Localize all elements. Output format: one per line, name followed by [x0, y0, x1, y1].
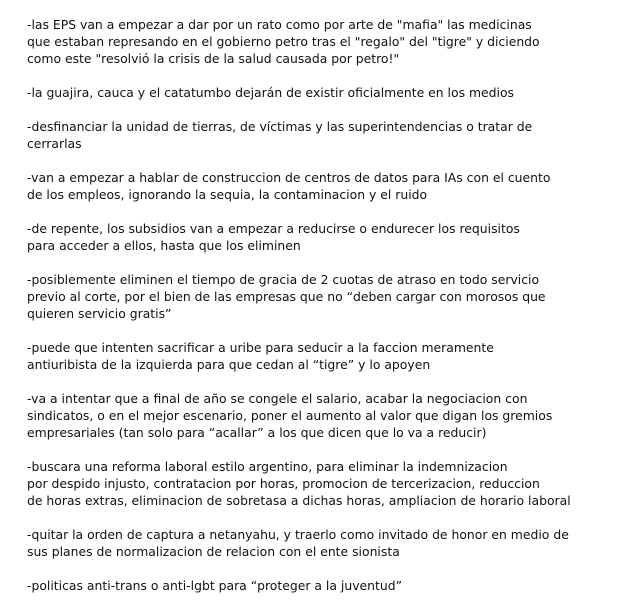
text-line: -la guajira, cauca y el catatumbo dejarán de existir oficialmente en los medios: [27, 85, 515, 100]
text-line: -desfinanciar la unidad de tierras, de víctimas y las superintendencias o tratar de: [27, 119, 533, 134]
paragraph-netanyahu: [27, 526, 607, 560]
text-line: previo al corte, por el bien de las empresas que no “deben cargar con morosos que: [27, 289, 546, 304]
text-line: -posiblemente eliminen el tiempo de gracia de 2 cuotas de atraso en todo servicio: [27, 272, 540, 287]
text-line: quieren servicio gratis”: [27, 306, 172, 321]
paragraph-tiempo-de-gracia: [27, 271, 607, 322]
paragraph-reforma-laboral: [27, 458, 607, 509]
text-line: para acceder a ellos, hasta que los eliminen: [27, 238, 301, 253]
paragraph-eps-medicinas: [27, 16, 607, 67]
text-line: sindicatos, o en el mejor escenario, poner el aumento al valor que digan los gremios: [27, 408, 553, 423]
text-line: como este "resolvió la crisis de la salud causada por petro!": [27, 51, 400, 66]
text-line: -de repente, los subsidios van a empezar a reducirse o endurecer los requisitos: [27, 221, 520, 236]
text-line: -va a intentar que a final de año se congele el salario, acabar la negociacion con: [27, 391, 528, 406]
text-line: de horas extras, eliminacion de sobretasa a dichas horas, ampliacion de horario laboral: [27, 493, 571, 508]
document-body: [27, 16, 607, 611]
text-line: empresariales (tan solo para “acallar” a los que dicen que lo va a reducir): [27, 425, 487, 440]
text-line: -buscara una reforma laboral estilo argentino, para eliminar la indemnizacion: [27, 459, 508, 474]
paragraph-guajira-cauca: [27, 84, 607, 101]
paragraph-centros-de-datos: [27, 169, 607, 203]
text-line: -las EPS van a empezar a dar por un rato como por arte de "mafia" las medicinas: [27, 17, 532, 32]
text-line: por despido injusto, contratacion por horas, promocion de tercerizacion, reduccion: [27, 476, 540, 491]
text-line: antiuribista de la izquierda para que cedan al “tigre” y lo apoyen: [27, 357, 431, 372]
text-line: de los empleos, ignorando la sequia, la contaminacion y el ruido: [27, 187, 428, 202]
paragraph-desfinanciar: [27, 118, 607, 152]
paragraph-politicas-anti-trans: [27, 577, 607, 594]
text-line: -van a empezar a hablar de construccion de centros de datos para IAs con el cuento: [27, 170, 551, 185]
text-line: -politicas anti-trans o anti-lgbt para “proteger a la juventud”: [27, 578, 402, 593]
text-line: -quitar la orden de captura a netanyahu, y traerlo como invitado de honor en medio de: [27, 527, 569, 542]
paragraph-uribe: [27, 339, 607, 373]
text-line: -puede que intenten sacrificar a uribe para seducir a la faccion meramente: [27, 340, 494, 355]
paragraph-subsidios: [27, 220, 607, 254]
paragraph-salario: [27, 390, 607, 441]
text-line: que estaban represando en el gobierno petro tras el "regalo" del "tigre" y diciendo: [27, 34, 540, 49]
text-line: cerrarlas: [27, 136, 82, 151]
text-line: sus planes de normalizacion de relacion con el ente sionista: [27, 544, 400, 559]
